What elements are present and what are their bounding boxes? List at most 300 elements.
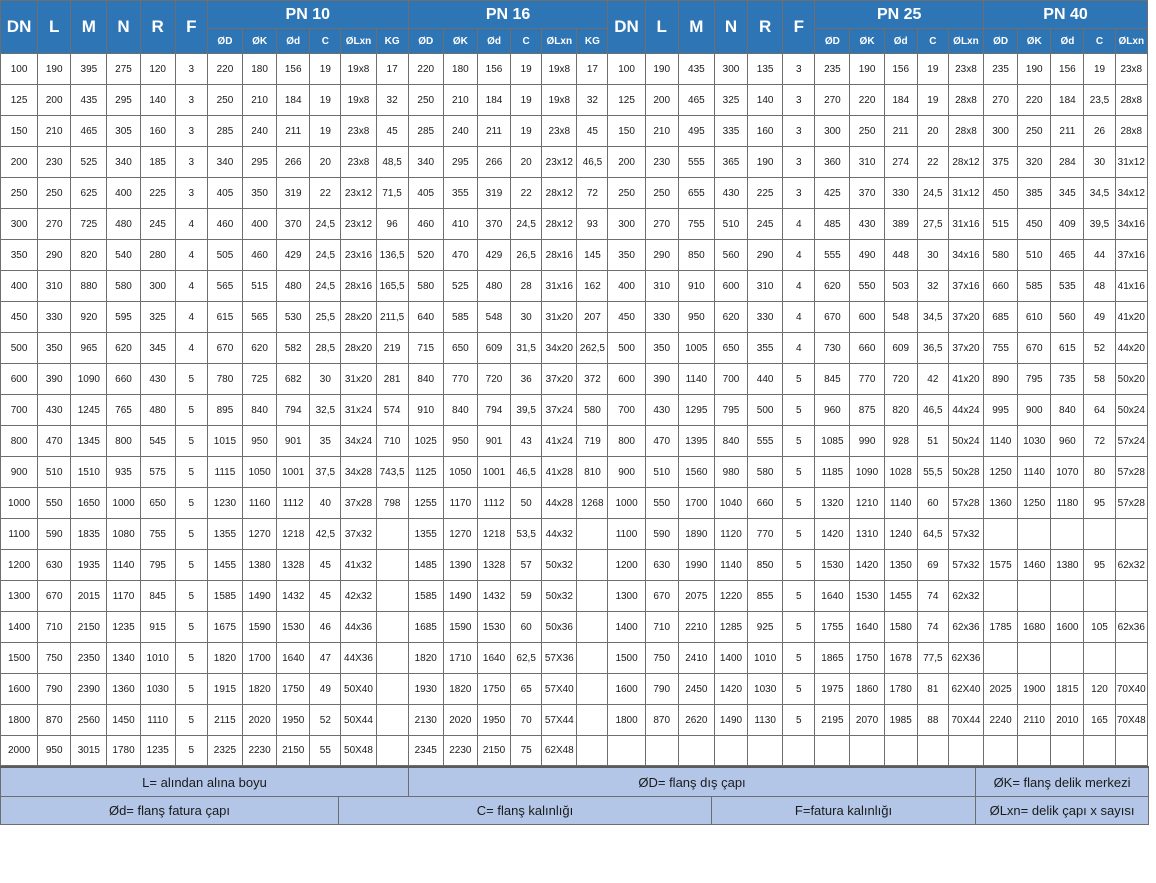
- cell-dn: 1100: [1, 519, 38, 550]
- cell-pn16-od: 640: [408, 302, 443, 333]
- cell-m: 525: [71, 147, 107, 178]
- cell-pn40-od: 995: [984, 395, 1018, 426]
- cell-pn16-ok: 1270: [443, 519, 477, 550]
- cell-pn10-od: 1115: [207, 457, 242, 488]
- cell-pn25-lxn: 28x8: [948, 116, 983, 147]
- cell-f-right: 3: [783, 147, 815, 178]
- cell-pn16-lxn: 23x12: [542, 147, 577, 178]
- cell-pn25-d: 274: [884, 147, 917, 178]
- cell-m-right: 910: [678, 271, 714, 302]
- cell-pn10-ok: 515: [243, 271, 277, 302]
- cell-pn16-d: 1328: [477, 550, 510, 581]
- cell-n-right: 300: [714, 54, 747, 85]
- cell-pn25-od: 1420: [815, 519, 850, 550]
- cell-r-right: 355: [748, 333, 783, 364]
- cell-pn40-ok: [1018, 581, 1051, 612]
- cell-pn25-lxn: 62x32: [948, 581, 983, 612]
- cell-r: 140: [140, 85, 175, 116]
- col-header-l: L: [38, 1, 71, 54]
- cell-pn40-d: 960: [1051, 426, 1084, 457]
- cell-pn16-d: 1112: [477, 488, 510, 519]
- legend-f: F=fatura kalınlığı: [712, 797, 976, 825]
- cell-pn16-lxn: 50x32: [542, 581, 577, 612]
- cell-n: 480: [107, 209, 140, 240]
- cell-pn25-od: 555: [815, 240, 850, 271]
- cell-pn10-ok: 1050: [243, 457, 277, 488]
- cell-f: 5: [175, 674, 207, 705]
- cell-pn10-ok: 1380: [243, 550, 277, 581]
- cell-pn10-lxn: 41x32: [341, 550, 376, 581]
- cell-pn16-od: 2130: [408, 705, 443, 736]
- cell-pn10-d: 156: [277, 54, 310, 85]
- cell-m: 880: [71, 271, 107, 302]
- cell-pn16-od: 1585: [408, 581, 443, 612]
- cell-pn10-ok: 400: [243, 209, 277, 240]
- cell-l: 550: [38, 488, 71, 519]
- cell-pn16-ok: 355: [443, 178, 477, 209]
- cell-pn10-od: 1675: [207, 612, 242, 643]
- cell-pn16-kg: 207: [577, 302, 608, 333]
- sub-header-pn16-d: Ød: [477, 29, 510, 54]
- cell-pn40-d: [1051, 519, 1084, 550]
- cell-f-right: 4: [783, 271, 815, 302]
- cell-pn16-lxn: 50x32: [542, 550, 577, 581]
- cell-l: 330: [38, 302, 71, 333]
- cell-pn16-d: 429: [477, 240, 510, 271]
- cell-pn40-c: 48: [1084, 271, 1115, 302]
- cell-pn25-c: 20: [917, 116, 948, 147]
- cell-r-right: 225: [748, 178, 783, 209]
- cell-pn40-c: 52: [1084, 333, 1115, 364]
- cell-dn-right: 350: [608, 240, 645, 271]
- cell-m: 465: [71, 116, 107, 147]
- cell-pn40-lxn: 41x16: [1115, 271, 1147, 302]
- cell-pn10-c: 45: [310, 581, 341, 612]
- cell-pn40-d: 1600: [1051, 612, 1084, 643]
- cell-pn10-od: 1585: [207, 581, 242, 612]
- cell-pn10-od: 250: [207, 85, 242, 116]
- cell-m: 625: [71, 178, 107, 209]
- cell-n-right: 600: [714, 271, 747, 302]
- cell-m-right: 1990: [678, 550, 714, 581]
- cell-pn40-d: 840: [1051, 395, 1084, 426]
- cell-pn10-kg: 281: [376, 364, 408, 395]
- cell-pn10-ok: 1820: [243, 674, 277, 705]
- cell-pn25-ok: 430: [850, 209, 884, 240]
- sub-header-pn25-d: Ød: [884, 29, 917, 54]
- cell-f-right: 5: [783, 364, 815, 395]
- cell-m-right: 1560: [678, 457, 714, 488]
- cell-pn16-ok: 1390: [443, 550, 477, 581]
- cell-pn10-lxn: 28x20: [341, 333, 376, 364]
- cell-pn25-c: 64,5: [917, 519, 948, 550]
- cell-pn10-c: 46: [310, 612, 341, 643]
- cell-f: 5: [175, 612, 207, 643]
- cell-pn25-od: 1640: [815, 581, 850, 612]
- cell-pn10-od: 1915: [207, 674, 242, 705]
- cell-n-right: 1120: [714, 519, 747, 550]
- cell-n-right: [714, 736, 747, 766]
- cell-pn25-lxn: 44x24: [948, 395, 983, 426]
- cell-pn25-lxn: [948, 736, 983, 766]
- cell-pn16-ok: 1490: [443, 581, 477, 612]
- cell-pn10-c: 28,5: [310, 333, 341, 364]
- cell-f: 5: [175, 488, 207, 519]
- cell-pn25-lxn: 57x32: [948, 519, 983, 550]
- cell-l-right: 630: [645, 550, 678, 581]
- cell-n-right: 1040: [714, 488, 747, 519]
- cell-pn25-lxn: 31x12: [948, 178, 983, 209]
- cell-pn40-od: 660: [984, 271, 1018, 302]
- cell-pn25-c: 69: [917, 550, 948, 581]
- cell-pn25-c: 60: [917, 488, 948, 519]
- cell-pn40-c: 49: [1084, 302, 1115, 333]
- cell-pn25-c: 24,5: [917, 178, 948, 209]
- cell-pn40-od: [984, 736, 1018, 766]
- cell-pn16-ok: 2230: [443, 736, 477, 766]
- cell-pn40-c: [1084, 519, 1115, 550]
- cell-n-right: 980: [714, 457, 747, 488]
- cell-pn10-od: 615: [207, 302, 242, 333]
- cell-pn16-lxn: 19x8: [542, 85, 577, 116]
- cell-r: 755: [140, 519, 175, 550]
- sub-header-pn10-od: ØD: [207, 29, 242, 54]
- cell-pn40-c: 95: [1084, 550, 1115, 581]
- table-row: [1, 488, 1148, 519]
- cell-f: 5: [175, 426, 207, 457]
- cell-pn10-d: 1218: [277, 519, 310, 550]
- cell-pn40-ok: 1030: [1018, 426, 1051, 457]
- cell-pn25-ok: 1090: [850, 457, 884, 488]
- cell-pn40-d: [1051, 581, 1084, 612]
- table-row: [1, 519, 1148, 550]
- cell-pn40-ok: 190: [1018, 54, 1051, 85]
- cell-dn-right: 1000: [608, 488, 645, 519]
- cell-pn10-kg: 17: [376, 54, 408, 85]
- cell-f-right: 3: [783, 116, 815, 147]
- cell-m-right: 1140: [678, 364, 714, 395]
- cell-pn16-ok: 240: [443, 116, 477, 147]
- cell-pn16-lxn: 31x16: [542, 271, 577, 302]
- cell-l: 750: [38, 643, 71, 674]
- cell-pn10-od: 340: [207, 147, 242, 178]
- cell-pn25-c: 42: [917, 364, 948, 395]
- cell-pn25-lxn: 23x8: [948, 54, 983, 85]
- cell-pn10-kg: 219: [376, 333, 408, 364]
- cell-pn10-od: 780: [207, 364, 242, 395]
- cell-m-right: 1005: [678, 333, 714, 364]
- cell-pn16-d: 370: [477, 209, 510, 240]
- cell-f: 3: [175, 147, 207, 178]
- cell-n: 275: [107, 54, 140, 85]
- table-row: [1, 674, 1148, 705]
- cell-pn16-od: 1685: [408, 612, 443, 643]
- cell-pn40-ok: [1018, 736, 1051, 766]
- cell-pn10-kg: 211,5: [376, 302, 408, 333]
- sub-header-pn25-ok: ØK: [850, 29, 884, 54]
- cell-r: 245: [140, 209, 175, 240]
- cell-pn16-lxn: 37x20: [542, 364, 577, 395]
- cell-pn40-lxn: 70X48: [1115, 705, 1147, 736]
- cell-pn25-d: 720: [884, 364, 917, 395]
- cell-pn10-ok: 1160: [243, 488, 277, 519]
- cell-n: 400: [107, 178, 140, 209]
- cell-dn-right: 300: [608, 209, 645, 240]
- cell-l: 430: [38, 395, 71, 426]
- cell-f-right: 4: [783, 209, 815, 240]
- cell-pn10-d: 794: [277, 395, 310, 426]
- cell-pn16-od: 580: [408, 271, 443, 302]
- cell-m-right: 435: [678, 54, 714, 85]
- cell-pn25-c: 19: [917, 85, 948, 116]
- cell-dn-right: 600: [608, 364, 645, 395]
- table-row: [1, 302, 1148, 333]
- cell-pn40-d: 1380: [1051, 550, 1084, 581]
- cell-pn25-lxn: 37x20: [948, 333, 983, 364]
- cell-r-right: 500: [748, 395, 783, 426]
- cell-m-right: 1700: [678, 488, 714, 519]
- cell-m-right: [678, 736, 714, 766]
- cell-pn25-d: [884, 736, 917, 766]
- cell-pn25-d: 156: [884, 54, 917, 85]
- cell-r: 915: [140, 612, 175, 643]
- cell-m-right: 2620: [678, 705, 714, 736]
- cell-dn: 700: [1, 395, 38, 426]
- cell-pn25-d: 609: [884, 333, 917, 364]
- cell-l: 870: [38, 705, 71, 736]
- cell-pn25-d: 1140: [884, 488, 917, 519]
- cell-pn40-od: 450: [984, 178, 1018, 209]
- cell-dn: 800: [1, 426, 38, 457]
- cell-n: 1080: [107, 519, 140, 550]
- cell-f-right: 3: [783, 178, 815, 209]
- cell-pn10-d: 2150: [277, 736, 310, 766]
- cell-f: 3: [175, 116, 207, 147]
- cell-r: 1010: [140, 643, 175, 674]
- cell-r-right: 855: [748, 581, 783, 612]
- cell-l-right: 310: [645, 271, 678, 302]
- cell-l-right: 390: [645, 364, 678, 395]
- cell-pn16-od: 1930: [408, 674, 443, 705]
- cell-l: 630: [38, 550, 71, 581]
- cell-pn16-d: 184: [477, 85, 510, 116]
- cell-pn16-ok: 470: [443, 240, 477, 271]
- cell-pn25-od: 620: [815, 271, 850, 302]
- cell-pn40-od: 755: [984, 333, 1018, 364]
- legend-lxn: ØLxn= delik çapı x sayısı: [976, 797, 1149, 825]
- cell-pn40-od: 1575: [984, 550, 1018, 581]
- legend-od: ØD= flanş dış çapı: [409, 767, 976, 797]
- table-row: [1, 705, 1148, 736]
- cell-pn40-od: [984, 643, 1018, 674]
- cell-pn10-c: 55: [310, 736, 341, 766]
- cell-pn16-d: 1432: [477, 581, 510, 612]
- cell-pn10-ok: 295: [243, 147, 277, 178]
- cell-pn40-od: [984, 581, 1018, 612]
- cell-pn40-ok: 670: [1018, 333, 1051, 364]
- cell-pn10-ok: 1490: [243, 581, 277, 612]
- cell-r-right: 245: [748, 209, 783, 240]
- cell-pn10-ok: 2230: [243, 736, 277, 766]
- cell-m: 395: [71, 54, 107, 85]
- cell-pn10-d: 1432: [277, 581, 310, 612]
- cell-r: 480: [140, 395, 175, 426]
- cell-dn: 900: [1, 457, 38, 488]
- cell-m-right: 1295: [678, 395, 714, 426]
- cell-pn25-d: 330: [884, 178, 917, 209]
- cell-l: 590: [38, 519, 71, 550]
- table-row: [1, 147, 1148, 178]
- cell-pn16-kg: [577, 643, 608, 674]
- cell-n-right: 1420: [714, 674, 747, 705]
- cell-r-right: 160: [748, 116, 783, 147]
- cell-m-right: 1890: [678, 519, 714, 550]
- cell-pn10-lxn: 34x24: [341, 426, 376, 457]
- cell-pn16-c: 24,5: [511, 209, 542, 240]
- cell-pn10-kg: 710: [376, 426, 408, 457]
- cell-pn25-ok: [850, 736, 884, 766]
- cell-pn16-c: 19: [511, 85, 542, 116]
- cell-pn16-kg: [577, 519, 608, 550]
- cell-pn40-c: 39,5: [1084, 209, 1115, 240]
- cell-pn10-d: 266: [277, 147, 310, 178]
- cell-pn40-od: 890: [984, 364, 1018, 395]
- cell-pn16-kg: 72: [577, 178, 608, 209]
- cell-pn16-c: 22: [511, 178, 542, 209]
- cell-dn-right: 1500: [608, 643, 645, 674]
- cell-pn16-kg: 93: [577, 209, 608, 240]
- cell-dn: 250: [1, 178, 38, 209]
- cell-pn16-lxn: 31x20: [542, 302, 577, 333]
- cell-n-right: 1220: [714, 581, 747, 612]
- cell-pn16-lxn: 44x28: [542, 488, 577, 519]
- cell-pn16-od: 715: [408, 333, 443, 364]
- cell-pn10-ok: 180: [243, 54, 277, 85]
- group-header-pn10: PN 10: [207, 1, 408, 29]
- cell-pn40-ok: 610: [1018, 302, 1051, 333]
- cell-n-right: 560: [714, 240, 747, 271]
- cell-pn40-d: [1051, 736, 1084, 766]
- cell-l-right: [645, 736, 678, 766]
- cell-pn10-lxn: 44X36: [341, 643, 376, 674]
- cell-pn10-lxn: 28x20: [341, 302, 376, 333]
- cell-m-right: 495: [678, 116, 714, 147]
- cell-pn25-ok: 770: [850, 364, 884, 395]
- cell-l-right: 250: [645, 178, 678, 209]
- cell-pn16-kg: 46,5: [577, 147, 608, 178]
- cell-r: 575: [140, 457, 175, 488]
- cell-l-right: 750: [645, 643, 678, 674]
- cell-pn40-od: [984, 519, 1018, 550]
- cell-m: 725: [71, 209, 107, 240]
- cell-n: 1235: [107, 612, 140, 643]
- cell-r: 345: [140, 333, 175, 364]
- cell-m: 1650: [71, 488, 107, 519]
- cell-pn16-c: 19: [511, 116, 542, 147]
- cell-pn16-ok: 770: [443, 364, 477, 395]
- cell-n: 1170: [107, 581, 140, 612]
- table-row: [1, 178, 1148, 209]
- cell-pn40-d: 284: [1051, 147, 1084, 178]
- cell-pn40-lxn: 34x16: [1115, 209, 1147, 240]
- cell-pn25-c: 32: [917, 271, 948, 302]
- cell-pn16-kg: [577, 674, 608, 705]
- cell-f-right: 3: [783, 85, 815, 116]
- cell-n-right: 365: [714, 147, 747, 178]
- cell-dn: 1300: [1, 581, 38, 612]
- cell-m: 1935: [71, 550, 107, 581]
- cell-pn16-lxn: 57X40: [542, 674, 577, 705]
- cell-pn16-d: 609: [477, 333, 510, 364]
- cell-f-right: 3: [783, 54, 815, 85]
- cell-pn25-c: 34,5: [917, 302, 948, 333]
- cell-pn25-od: 1085: [815, 426, 850, 457]
- cell-pn40-d: 535: [1051, 271, 1084, 302]
- cell-n-right: 700: [714, 364, 747, 395]
- cell-pn10-od: 405: [207, 178, 242, 209]
- cell-r: 845: [140, 581, 175, 612]
- cell-pn16-lxn: 41x28: [542, 457, 577, 488]
- cell-r-right: 135: [748, 54, 783, 85]
- cell-pn10-lxn: 23x8: [341, 147, 376, 178]
- cell-pn10-kg: [376, 612, 408, 643]
- cell-pn40-od: 580: [984, 240, 1018, 271]
- cell-l-right: 870: [645, 705, 678, 736]
- table-row: [1, 395, 1148, 426]
- cell-pn10-d: 682: [277, 364, 310, 395]
- cell-pn10-kg: 32: [376, 85, 408, 116]
- cell-pn10-kg: [376, 643, 408, 674]
- cell-f: 3: [175, 85, 207, 116]
- cell-pn10-lxn: 23x8: [341, 116, 376, 147]
- cell-pn16-kg: 17: [577, 54, 608, 85]
- cell-l-right: 200: [645, 85, 678, 116]
- cell-pn10-d: 582: [277, 333, 310, 364]
- cell-pn25-od: 235: [815, 54, 850, 85]
- cell-f-right: 5: [783, 488, 815, 519]
- cell-pn16-ok: 840: [443, 395, 477, 426]
- cell-l-right: 190: [645, 54, 678, 85]
- cell-pn10-c: 20: [310, 147, 341, 178]
- sub-header-pn16-lxn: ØLxn: [542, 29, 577, 54]
- cell-pn16-kg: [577, 612, 608, 643]
- cell-n-right: 1140: [714, 550, 747, 581]
- cell-pn10-kg: 165,5: [376, 271, 408, 302]
- cell-pn25-d: 1678: [884, 643, 917, 674]
- cell-l-right: 430: [645, 395, 678, 426]
- cell-pn40-lxn: 57x28: [1115, 488, 1147, 519]
- cell-r: 185: [140, 147, 175, 178]
- cell-n: 305: [107, 116, 140, 147]
- cell-r-right: [748, 736, 783, 766]
- cell-pn10-od: 285: [207, 116, 242, 147]
- col-header-dn: DN: [1, 1, 38, 54]
- cell-f-right: 5: [783, 550, 815, 581]
- cell-pn10-ok: 950: [243, 426, 277, 457]
- cell-pn10-lxn: 19x8: [341, 54, 376, 85]
- col-header-f: F: [175, 1, 207, 54]
- cell-m: 1835: [71, 519, 107, 550]
- cell-pn40-ok: 385: [1018, 178, 1051, 209]
- cell-pn10-lxn: 19x8: [341, 85, 376, 116]
- cell-dn: 1600: [1, 674, 38, 705]
- cell-pn10-od: 1230: [207, 488, 242, 519]
- cell-dn: 100: [1, 54, 38, 85]
- cell-pn16-d: 1640: [477, 643, 510, 674]
- cell-pn16-od: 520: [408, 240, 443, 271]
- cell-r-right: 555: [748, 426, 783, 457]
- col-header-m-right: M: [678, 1, 714, 54]
